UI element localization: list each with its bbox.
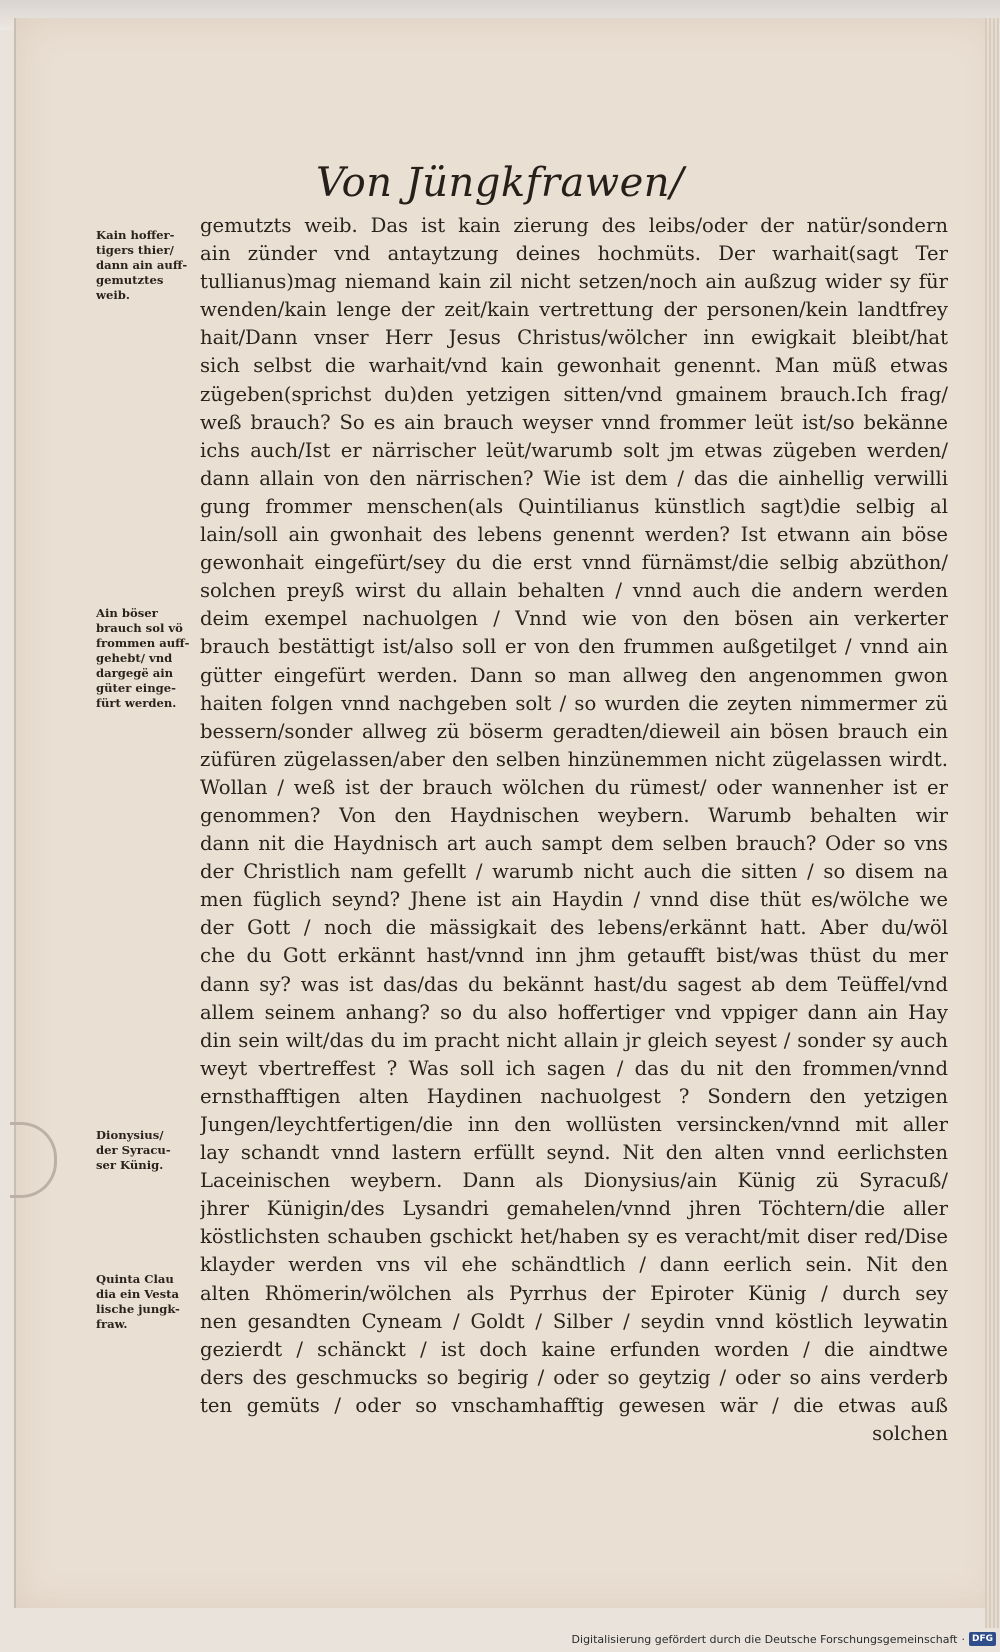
text-line: zügeben(sprichst du)den yetzigen sitten/vnd gmainem brauch.Ich frag/ [200, 382, 948, 406]
text-line: ernsthafftigen alten Haydinen nachuolgest ? Sondern den yetzigen [200, 1084, 948, 1108]
dfg-logo: DFG [969, 1632, 996, 1646]
text-line: allem seinem anhang? so du also hoffertiger vnd vppiger dann ain Hay [200, 1000, 948, 1024]
text-line: tullianus)mag niemand kain zil nicht setzen/noch ain außzug wider sy für [200, 270, 948, 294]
text-line: weyt vbertreffest ? Was soll ich sagen / das du nit den frommen/vnnd [200, 1056, 948, 1080]
marginal-note-line: lische jungk- [96, 1302, 180, 1316]
text-line: dann allain von den närrischen? Wie ist dem / das die ainhellig verwilli [200, 466, 948, 490]
text-line: gezierdt / schänckt / ist doch kaine erfunden worden / die aindtwe [200, 1337, 948, 1361]
text-line: weß brauch? So es ain brauch weyser vnnd frommer leüt ist/so bekänne [200, 410, 948, 434]
text-line: züfüren zügelassen/aber den selben hinzünemmen nicht zügelassen wirdt. [200, 747, 948, 771]
text-line: genommen? Von den Haydnischen weybern. Warumb behalten wir [200, 803, 948, 827]
body-text [200, 212, 948, 1448]
text-line: men füglich seynd? Jhene ist ain Haydin / vnnd dise thüt es/wölche we [200, 888, 948, 912]
text-line: jhrer Künigin/des Lysandri gemahelen/vnnd jhren Töchtern/die aller [200, 1197, 948, 1221]
page-stack-edge [985, 18, 999, 1628]
text-line: der Gott / noch die mässigkait des lebens/erkännt hatt. Aber du/wöl [200, 916, 948, 940]
text-line: bessern/sonder allweg zü böserm geradten/dieweil ain bösen brauch ein [200, 719, 948, 743]
marginal-note-line: tigers thier/ [96, 243, 174, 257]
marginal-note-line: Quinta Clau [96, 1272, 174, 1286]
text-line: solchen preyß wirst du allain behalten / vnnd auch die andern werden [200, 579, 948, 603]
text-line: brauch bestättigt ist/also soll er von den frummen außgetilget / vnnd ain [200, 635, 948, 659]
marginal-note-line: Dionysius/ [96, 1128, 164, 1142]
marginal-note-line: dia ein Vesta [96, 1287, 180, 1301]
text-line: ichs auch/Ist er närrischer leüt/warumb solt jm etwas zügeben werden/ [200, 438, 948, 462]
text-line: sich selbst die warhait/vnd kain gewonhait genennt. Man müß etwas [200, 354, 948, 378]
marginal-note-line: der Syracu- [96, 1143, 171, 1157]
running-heading: Von Jüngkfrawen/ [315, 160, 685, 206]
marginal-note-line: fürt werden. [96, 696, 177, 710]
marginal-note-1 [96, 228, 208, 303]
marginal-note-line: güter einge- [96, 681, 176, 695]
marginal-note-line: ser Künig. [96, 1158, 164, 1172]
marginal-note-line: dargegë ain [96, 666, 174, 680]
marginal-note-line: gemutztes [96, 273, 164, 287]
text-line: che du Gott erkännt hast/vnnd inn jhm getaufft bist/was thüst du mer [200, 944, 948, 968]
footer-credit: Digitalisierung gefördert durch die Deutsche Forschungsgemeinschaft · DFG [572, 1632, 996, 1646]
text-line: hait/Dann vnser Herr Jesus Christus/wölcher inn ewigkait bleibt/hat [200, 326, 948, 350]
text-line: gemutzts weib. Das ist kain zierung des leibs/oder der natür/sondern [200, 214, 948, 237]
text-line: der Christlich nam gefellt / warumb nicht auch die sitten / so disem na [200, 860, 948, 884]
marginal-note-line: Ain böser [96, 606, 158, 620]
text-line: solchen [872, 1422, 948, 1446]
text-line: ain zünder vnd antaytzung deines hochmüts. Der warhait(sagt Ter [200, 242, 948, 266]
text-line: gütter eingefürt werden. Dann so man allweg den angenommen gwon [200, 663, 948, 687]
text-line: din sein wilt/das du im pracht nicht allain jr gleich seyest / sonder sy auch [200, 1028, 948, 1052]
marginal-note-line: dann ain auff- [96, 258, 188, 272]
text-line: ders des geschmucks so begirig / oder so geytzig / oder so ains verderb [200, 1365, 948, 1389]
text-line: köstlichsten schauben gschickt het/haben sy es veracht/mit diser red/Dise [200, 1225, 948, 1249]
marginal-note-line: Kain hoffer- [96, 228, 175, 242]
text-line: deim exempel nachuolgen / Vnnd wie von den bösen ain verkerter [200, 607, 948, 631]
marginal-note-line: gehebt/ vnd [96, 651, 173, 665]
text-line: Wollan / weß ist der brauch wölchen du rümest/ oder wannenher ist er [200, 775, 948, 799]
text-line: klayder werden vns vil ehe schändtlich / dann eerlich sein. Nit den [200, 1253, 948, 1277]
text-line: lain/soll ain gwonhait des lebens genennt werden? Ist etwann ain böse [200, 523, 948, 547]
marginal-note-line: weib. [96, 288, 130, 302]
marginal-note-line: fraw. [96, 1317, 128, 1331]
text-line: alten Rhömerin/wölchen als Pyrrhus der Epiroter Künig / durch sey [200, 1281, 948, 1305]
text-line: dann nit die Haydnisch art auch sampt dem selben brauch? Oder so vns [200, 832, 948, 856]
text-line: ten gemüts / oder so vnschamhafftig gewesen wär / die etwas auß [200, 1393, 948, 1417]
text-line: lay schandt vnnd lastern erfüllt seynd. Nit den alten vnnd eerlichsten [200, 1141, 948, 1165]
text-line: haiten folgen vnnd nachgeben solt / so wurden die zeyten nimmermer zü [200, 691, 948, 715]
text-line: gewonhait eingefürt/sey du die erst vnnd fürnämst/die selbig abzüthon/ [200, 551, 948, 575]
text-line: Laceinischen weybern. Dann als Dionysius/ain Künig zü Syracuß/ [200, 1169, 948, 1193]
marginal-note-line: frommen auff- [96, 636, 190, 650]
text-line: Jungen/leychtfertigen/die inn den wollüsten versincken/vnnd mit aller [200, 1113, 948, 1136]
marginal-note-3 [96, 1128, 208, 1173]
marginal-note-line: brauch sol vö [96, 621, 183, 635]
text-line: gung frommer menschen(als Quintilianus künstlich sagt)die selbig al [200, 494, 948, 518]
footer-text: Digitalisierung gefördert durch die Deutsche Forschungsgemeinschaft [571, 1632, 958, 1646]
marginal-note-4 [96, 1272, 208, 1332]
text-line: wenden/kain lenge der zeit/kain vertrettung der personen/kein landtfrey [200, 298, 948, 322]
marginal-note-2 [96, 606, 208, 711]
text-line: dann sy? was ist das/das du bekännt hast/du sagest ab dem Teüffel/vnd [200, 972, 948, 996]
text-line: nen gesandten Cyneam / Goldt / Silber / seydin vnnd köstlich leywatin [200, 1309, 948, 1333]
